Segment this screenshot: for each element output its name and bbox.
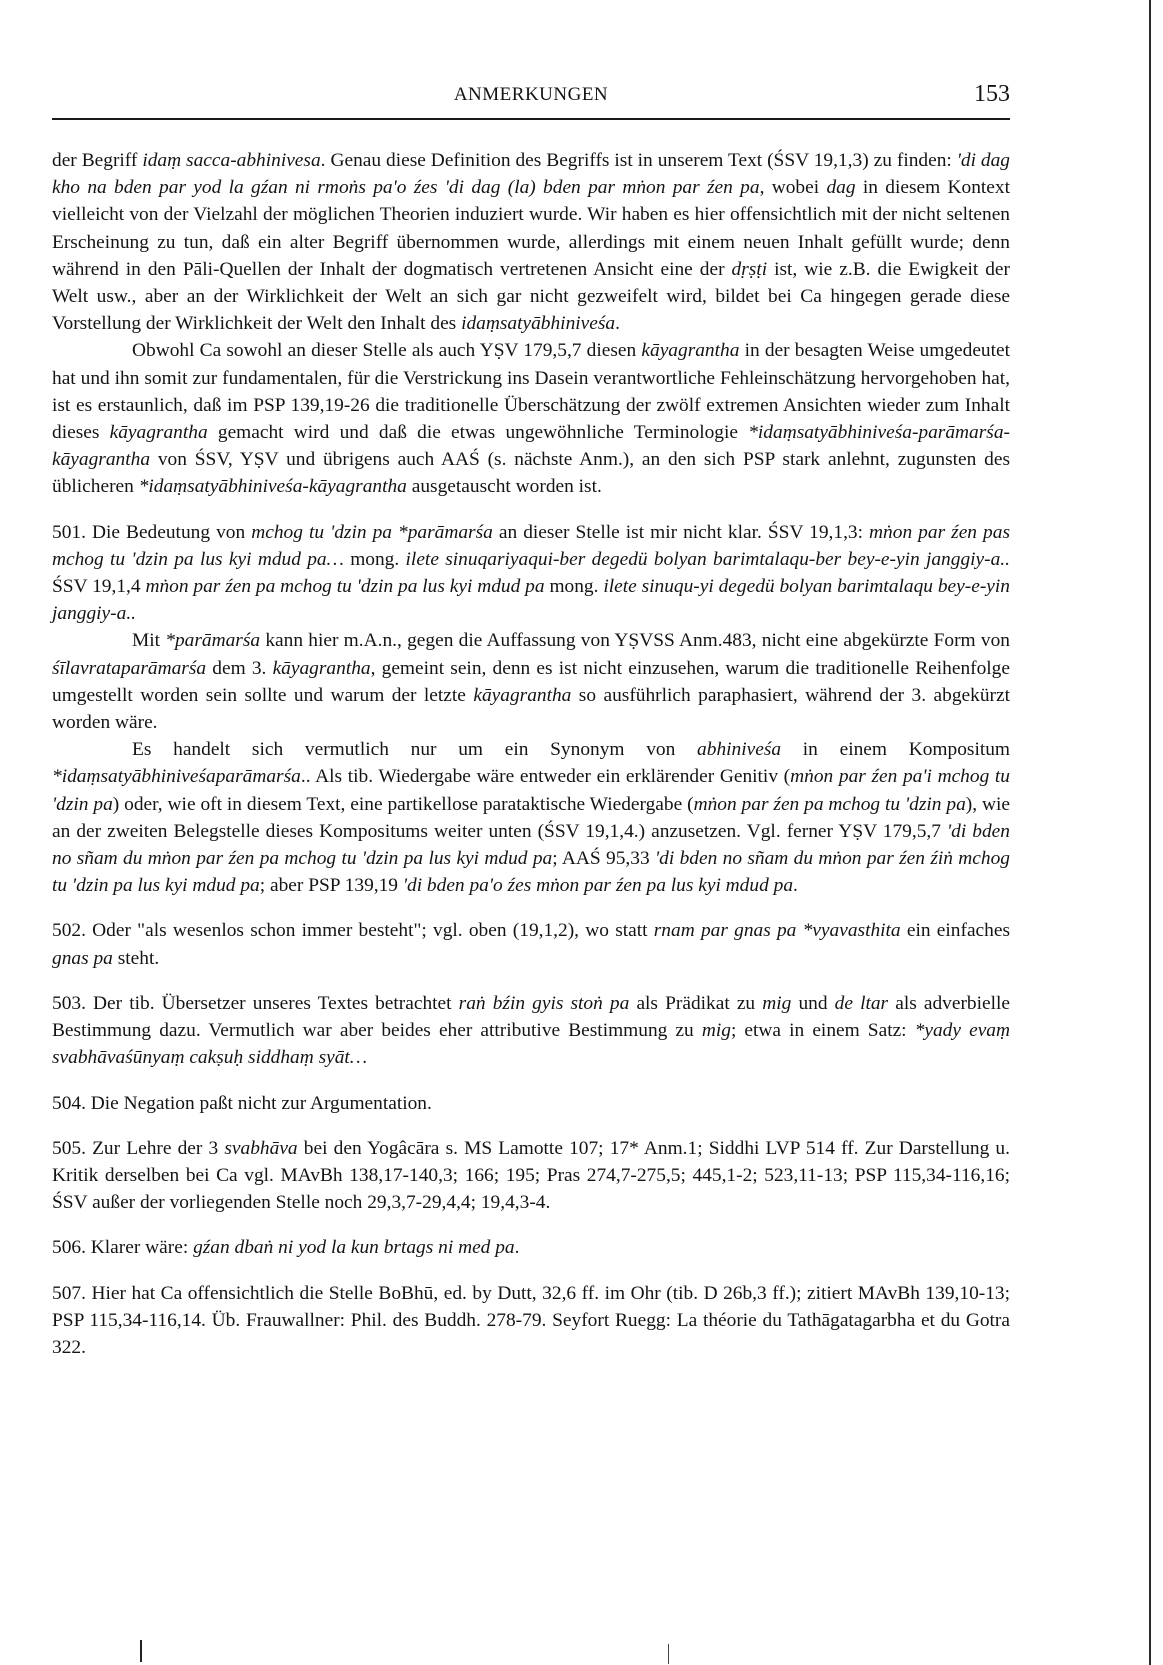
note-503: 503. Der tib. Übersetzer unseres Textes betrachtet raṅ bźin gyis stoṅ pa als Prädikat zu mig und de ltar als adverbielle Bestimmung dazu. Vermutlich war aber beides eher attributive Bestimmung zu mig; etwa in einem Satz: *yady evaṃ svabhāvaśūnyaṃ cakṣuḥ siddhaṃ syāt…: [52, 992, 1011, 1069]
scan-edge: [1149, 0, 1151, 1665]
note-501-continued: Mit *parāmarśa kann hier m.A.n., gegen die Auffassung von YṢVSS Anm.483, nicht eine abgekürzte Form von śīlavrataparāmarśa dem 3. kāyagrantha, gemeint sein, denn es ist nicht einzusehen, warum die traditionelle Reihenfolge umgestellt worden sein sollte und warum der letzte kāyagrantha so ausführlich paraphasiert, während der 3. abgekürzt worden wäre.: [52, 630, 1010, 734]
running-header: [52, 81, 1010, 120]
paragraph: der Begriff idaṃ sacca-abhinivesa. Genau diese Definition des Begriffs ist in unserem Text (ŚSV 19,1,3) zu finden: 'di dag kho na bden par yod la gźan ni rmoṅs pa'o źes 'di dag (la) bden par mṅon par źen pa, wobei dag in diesem Kontext vielleicht von der Vielzahl der möglichen Theorien induziert wurde. Wir haben es hier offensichtlich mit der nicht seltenen Erscheinung zu tun, daß ein alter Begriff übernommen wurde, allerdings mit einem neuen Inhalt gefüllt wurde; denn während in den Pāli-Quellen der Inhalt der dogmatisch vertretenen Ansicht eine der dṛṣṭi ist, wie z.B. die Ewigkeit der Welt usw., aber an der Wirklichkeit der Welt an sich gar nicht gezweifelt wird, bildet bei Ca hingegen gerade diese Vorstellung der Wirklichkeit der Welt den Inhalt des idaṃsatyābhiniveśa.: [52, 150, 1010, 335]
page-number: 153: [974, 81, 1010, 107]
note-505: 505. Zur Lehre der 3 svabhāva bei den Yogâcāra s. MS Lamotte 107; 17* Anm.1; Siddhi LVP 514 ff. Zur Darstellung u. Kritik derselben bei Ca vgl. MAvBh 138,17-140,3; 166; 195; Pras 274,7-275,5; 445,1-2; 523,11-13; PSP 115,34-116,16; ŚSV außer der vorliegenden Stelle noch 29,3,7-29,4,4; 19,4,3-4.: [52, 1137, 1010, 1214]
note-506: 506. Klarer wäre: gźan dbaṅ ni yod la kun brtags ni med pa.: [52, 1237, 520, 1259]
scan-mark: [140, 1640, 142, 1662]
scan-mark: [668, 1644, 669, 1664]
running-title: ANMERKUNGEN: [453, 84, 609, 105]
note-504: 504. Die Negation paßt nicht zur Argumentation.: [52, 1092, 432, 1114]
note-501-continued: Es handelt sich vermutlich nur um ein Synonym von abhiniveśa in einem Kompositum *idaṃsatyābhiniveśaparāmarśa.. Als tib. Wiedergabe wäre entweder ein erklärender Genitiv (mṅon par źen pa'i mchog tu 'dzin pa) oder, wie oft in diesem Text, eine partikellose parataktische Wiedergabe (mṅon par źen pa mchog tu 'dzin pa), wie an der zweiten Belegstelle dieses Kompositums weiter unten (ŚSV 19,1,4.) anzusetzen. Vgl. ferner YṢV 179,5,7 'di bden no sñam du mṅon par źen pa mchog tu 'dzin pa lus kyi mdud pa; AAŚ 95,33 'di bden no sñam du mṅon par źen źiṅ mchog tu 'dzin pa lus kyi mdud pa; aber PSP 139,19 'di bden pa'o źes mṅon par źen pa lus kyi mdud pa.: [52, 739, 1011, 897]
paragraph: Obwohl Ca sowohl an dieser Stelle als auch YṢV 179,5,7 diesen kāyagrantha in der besagten Weise umgedeutet hat und ihn somit zur fundamentalen, für die Verstrickung ins Dasein verantwortliche Fehleinschätzung hervorgehoben hat, ist es erstaunlich, daß im PSP 139,19-26 die traditionelle Überschätzung der zwölf extremen Ansichten wieder zum Inhalt dieses kāyagrantha gemacht wird und daß die etwas ungewöhnliche Terminologie *idaṃsatyābhiniveśa-parāmarśa-kāyagrantha von ŚSV, YṢV und übrigens auch AAŚ (s. nächste Anm.), an den sich PSP stark anlehnt, zugunsten des üblicheren *idaṃsatyābhiniveśa-kāyagrantha ausgetauscht worden ist.: [52, 340, 1011, 498]
page-body: [52, 147, 1010, 1361]
note-501: 501. Die Bedeutung von mchog tu 'dzin pa *parāmarśa an dieser Stelle ist mir nicht klar. ŚSV 19,1,3: mṅon par źen pas mchog tu 'dzin pa lus kyi mdud pa… mong. ilete sinuqariyaqui-ber degedü bolyan barimtalaqu-ber bey-e-yin janggiy-a.. ŚSV 19,1,4 mṅon par źen pa mchog tu 'dzin pa lus kyi mdud pa mong. ilete sinuqu-yi degedü bolyan barimtalaqu bey-e-yin janggiy-a..: [52, 521, 1010, 625]
note-502: 502. Oder "als wesenlos schon immer besteht"; vgl. oben (19,1,2), wo statt rnam par gnas pa *vyavasthita ein einfaches gnas pa steht.: [52, 920, 1011, 969]
note-507: 507. Hier hat Ca offensichtlich die Stelle BoBhū, ed. by Dutt, 32,6 ff. im Ohr (tib. D 26b,3 ff.); zitiert MAvBh 139,10-13; PSP 115,34-116,14. Üb. Frauwallner: Phil. des Buddh. 278-79. Seyfort Ruegg: La théorie du Tathāgatagarbha et du Gotra 322.: [52, 1282, 1010, 1358]
